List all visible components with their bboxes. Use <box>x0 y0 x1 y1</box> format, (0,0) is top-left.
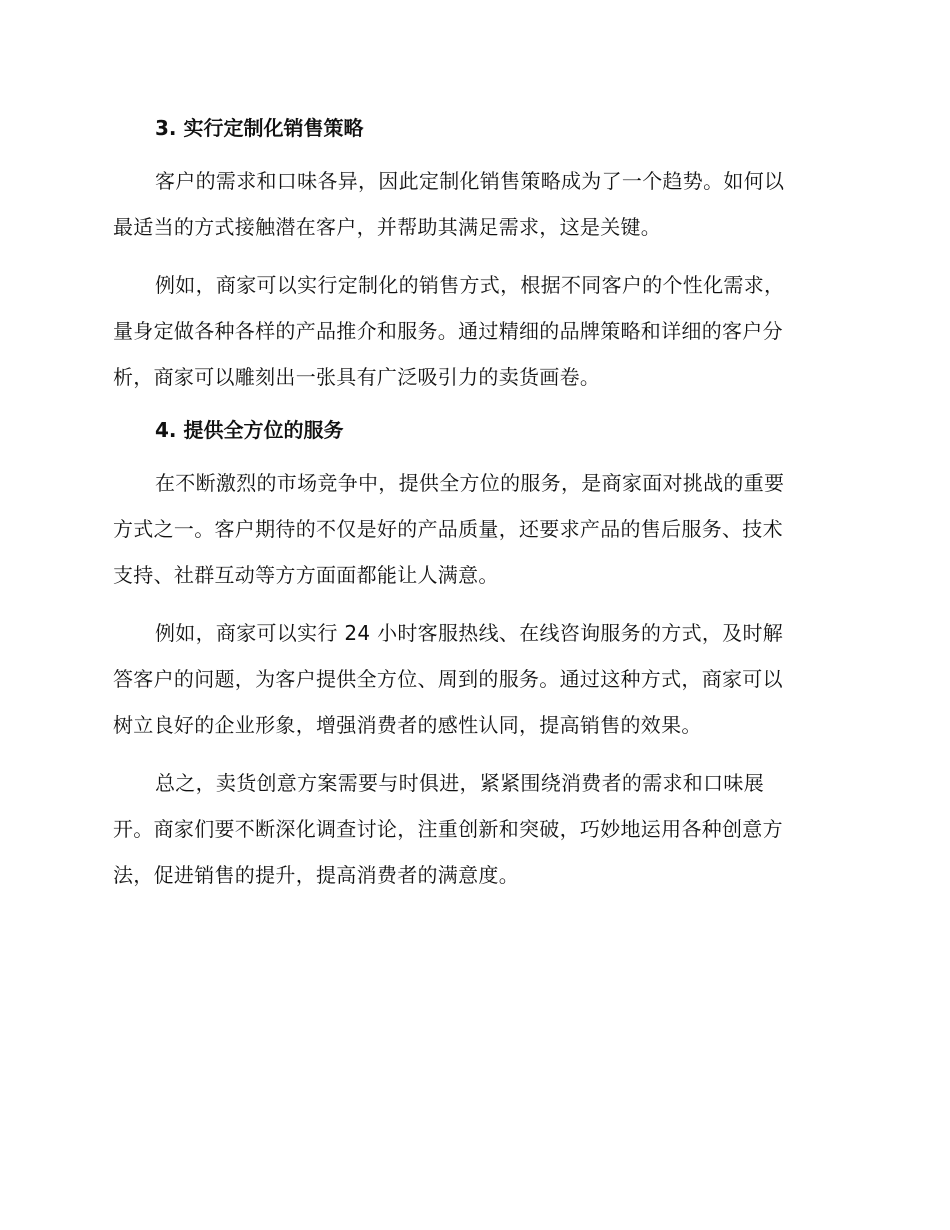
text-line: 最适当的方式接触潜在客户，并帮助其满足需求，这是关键。 <box>113 215 662 239</box>
text-line: 客户的需求和口味各异，因此定制化销售策略成为了一个趋势。如何以 <box>155 169 785 193</box>
section-4-paragraph-2 <box>113 610 833 748</box>
section-3-heading: 3. 实行定制化销售策略 <box>155 116 364 140</box>
text-line: 开。商家们要不断深化调查讨论，注重创新和突破，巧妙地运用各种创意方 <box>113 817 783 841</box>
section-4-heading: 4. 提供全方位的服务 <box>155 418 344 442</box>
text-line: 树立良好的企业形象，增强消费者的感性认同，提高销售的效果。 <box>113 713 702 737</box>
section-3-paragraph-1 <box>113 158 833 250</box>
text-line: 例如，商家可以实行定制化的销售方式，根据不同客户的个性化需求， <box>155 273 785 297</box>
text-line: 方式之一。客户期待的不仅是好的产品质量，还要求产品的售后服务、技术 <box>113 517 783 541</box>
text-line: 量身定做各种各样的产品推介和服务。通过精细的品牌策略和详细的客户分 <box>113 319 783 343</box>
section-3-paragraph-2 <box>113 262 833 400</box>
text-line: 在不断激烈的市场竞争中，提供全方位的服务，是商家面对挑战的重要 <box>155 471 785 495</box>
text-line: 答客户的问题，为客户提供全方位、周到的服务。通过这种方式，商家可以 <box>113 667 783 691</box>
text-line: 总之，卖货创意方案需要与时俱进，紧紧围绕消费者的需求和口味展 <box>155 771 764 795</box>
text-line: 法，促进销售的提升，提高消费者的满意度。 <box>113 863 519 887</box>
text-line: 例如，商家可以实行 24 小时客服热线、在线咨询服务的方式，及时解 <box>155 621 784 645</box>
text-line: 支持、社群互动等方方面面都能让人满意。 <box>113 563 499 587</box>
section-4-paragraph-1 <box>113 460 833 598</box>
conclusion-paragraph <box>113 760 833 898</box>
text-line: 析，商家可以雕刻出一张具有广泛吸引力的卖货画卷。 <box>113 365 601 389</box>
document-page <box>113 110 833 910</box>
